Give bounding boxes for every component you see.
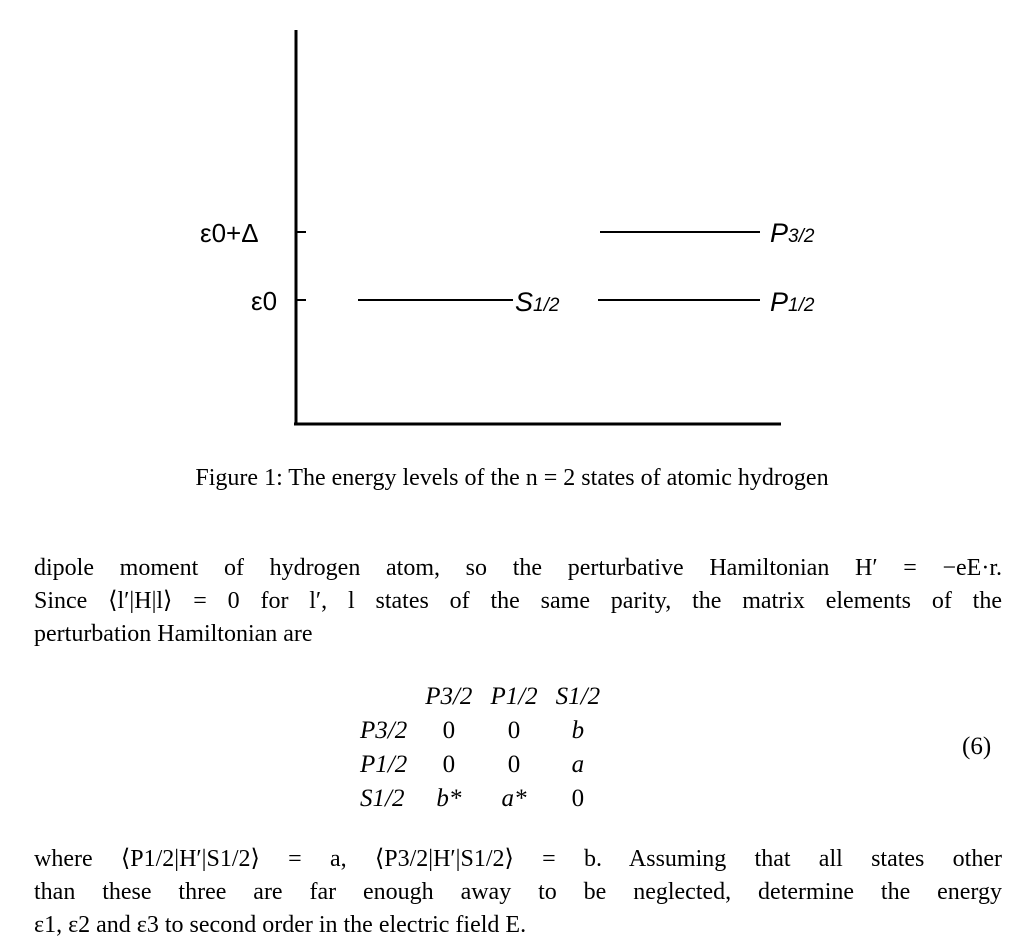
paragraph-line: perturbation Hamiltonian are [34,621,313,647]
matrix-cell: a [571,751,585,778]
matrix-row-header: P1/2 [360,751,408,778]
matrix-cell: a* [501,785,527,812]
matrix-row-header: P3/2 [360,717,408,744]
y-tick-label-lower: ε0 [251,286,278,316]
matrix-cell: b* [436,785,462,812]
paragraph-line: dipole moment of hydrogen atom, so the perturbative Hamiltonian H′ = −eE·r. [34,555,1002,581]
paragraph-line: where ⟨P1/2|H′|S1/2⟩ = a, ⟨P3/2|H′|S1/2⟩ = b. Assuming that all states other [34,846,1002,872]
matrix-elements-table [360,680,609,816]
paragraph-line: than these three are far enough away to be neglected, determine the energy [34,879,1002,905]
matrix-cell: b [571,717,585,744]
y-tick-label-upper: ε0+Δ [200,218,259,248]
paragraph-hamiltonian [34,552,1002,651]
matrix-cell: 0 [442,717,456,744]
matrix-col-header: P1/2 [490,683,538,710]
level-label-p12: P1/2 [770,287,815,317]
level-label-s12: S1/2 [515,287,560,317]
figure-caption: Figure 1: The energy levels of the n = 2 states of atomic hydrogen [195,465,829,491]
paragraph-line: ε1, ε2 and ε3 to second order in the electric field E. [34,912,527,938]
paragraph-question [34,843,1002,942]
matrix-col-header: P3/2 [425,683,473,710]
matrix-cell: 0 [507,717,521,744]
matrix-cell: 0 [507,751,521,778]
energy-level-diagram [0,0,1024,440]
matrix-cell: 0 [571,785,585,812]
matrix-col-header: S1/2 [555,683,601,710]
equation-number: (6) [962,733,992,760]
level-label-p32: P3/2 [770,218,815,248]
paragraph-line: Since ⟨l′|H|l⟩ = 0 for l′, l states of the same parity, the matrix elements of the [34,588,1002,614]
matrix-cell: 0 [442,751,456,778]
matrix-row-header: S1/2 [360,785,405,812]
